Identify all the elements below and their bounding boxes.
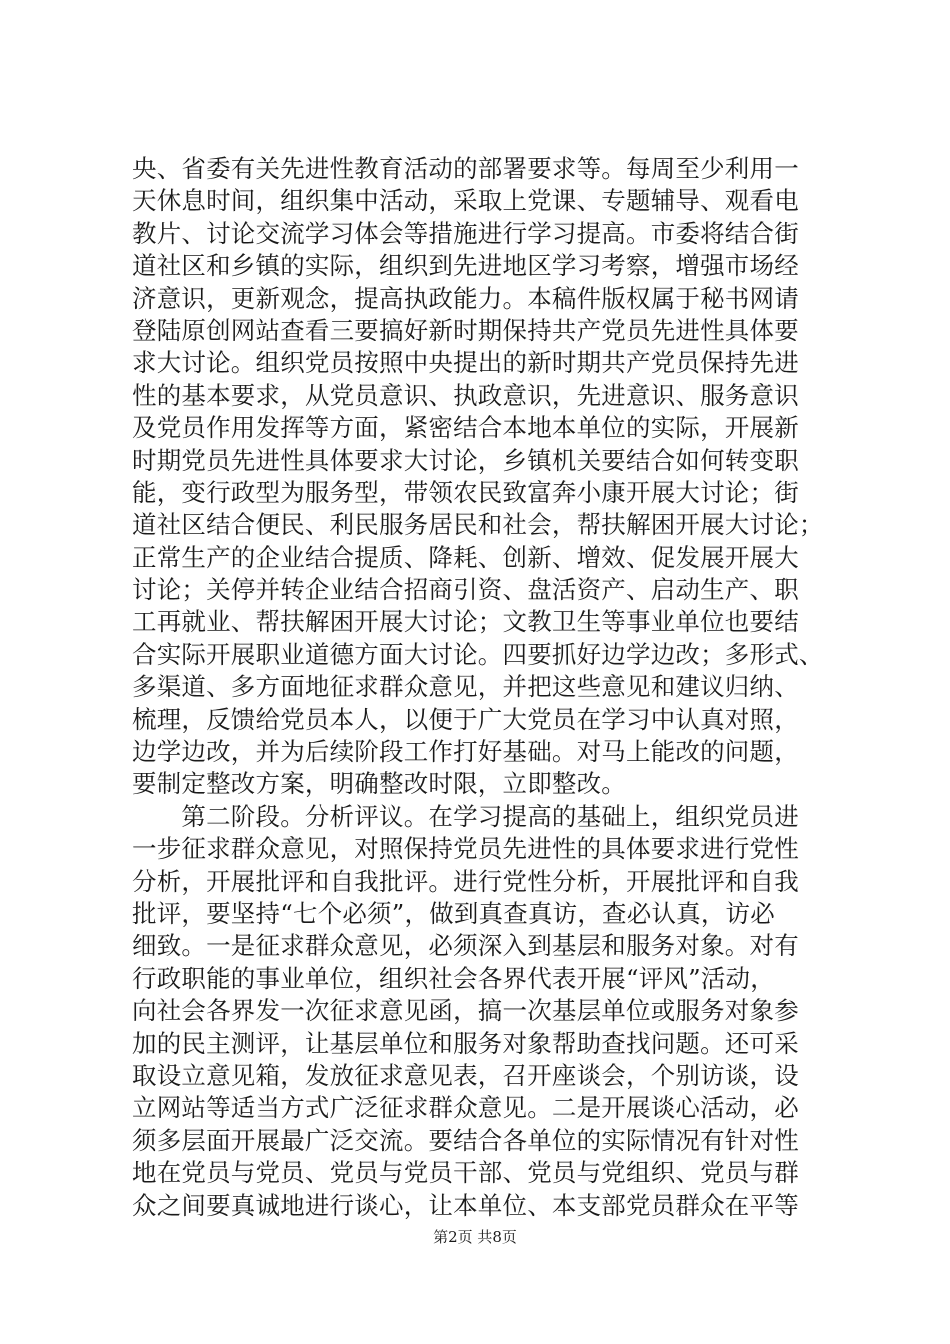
text-line: 工再就业、帮扶解困开展大讨论；文教卫生等事业单位也要结 [132,607,799,637]
text-line: 登陆原创网站查看三要搞好新时期保持共产党员先进性具体要 [132,315,799,345]
text-line: 时期党员先进性具体要求大讨论，乡镇机关要结合如何转变职 [132,445,799,475]
text-line: 行政职能的事业单位，组织社会各界代表开展“评风”活动， [132,963,775,993]
text-line: 讨论；关停并转企业结合招商引资、盘活资产、启动生产、职 [132,575,799,605]
text-line: 加的民主测评，让基层单位和服务对象帮助查找问题。还可采 [132,1028,799,1058]
text-line: 分析，开展批评和自我批评。进行党性分析，开展批评和自我 [132,866,799,896]
text-line: 向社会各界发一次征求意见函，搞一次基层单位或服务对象参 [132,996,799,1026]
text-line: 众之间要真诚地进行谈心，让本单位、本支部党员群众在平等 [132,1190,799,1220]
text-line: 多渠道、多方面地征求群众意见，并把这些意见和建议归纳、 [132,672,799,702]
text-line: 道社区结合便民、利民服务居民和社会，帮扶解困开展大讨论； [132,510,824,540]
text-line: 取设立意见箱，发放征求意见表，召开座谈会，个别访谈，设 [132,1060,799,1090]
body-text [132,153,832,1222]
text-line: 教片、讨论交流学习体会等措施进行学习提高。市委将结合街 [132,218,799,248]
text-line: 央、省委有关先进性教育活动的部署要求等。每周至少利用一 [132,154,799,183]
text-line: 要制定整改方案，明确整改时限，立即整改。 [132,769,626,799]
text-line: 第二阶段。分析评议。在学习提高的基础上，组织党员进 [132,801,799,831]
text-line: 天休息时间，组织集中活动，采取上党课、专题辅导、观看电 [132,186,799,216]
text-line: 边学边改，并为后续阶段工作打好基础。对马上能改的问题， [132,737,799,767]
text-line: 地在党员与党员、党员与党员干部、党员与党组织、党员与群 [132,1158,799,1188]
text-line: 正常生产的企业结合提质、降耗、创新、增效、促发展开展大 [132,542,799,572]
text-line: 批评，要坚持“七个必须”，做到真查真访，查必认真，访必 [132,898,775,928]
text-line: 须多层面开展最广泛交流。要结合各单位的实际情况有针对性 [132,1125,799,1155]
text-line: 合实际开展职业道德方面大讨论。四要抓好边学边改；多形式、 [132,639,824,669]
page-footer: 第2页 共8页 [433,1228,517,1246]
text-line: 道社区和乡镇的实际，组织到先进地区学习考察，增强市场经 [132,251,799,281]
text-line: 求大讨论。组织党员按照中央提出的新时期共产党员保持先进 [132,348,799,378]
text-line: 济意识，更新观念，提高执政能力。本稿件版权属于秘书网请 [132,283,799,313]
text-line: 一步征求群众意见，对照保持党员先进性的具体要求进行党性 [132,834,799,864]
text-line: 能，变行政型为服务型，带领农民致富奔小康开展大讨论；街 [132,477,799,507]
text-line: 立网站等适当方式广泛征求群众意见。二是开展谈心活动，必 [132,1093,799,1123]
text-line: 性的基本要求，从党员意识、执政意识，先进意识、服务意识 [132,380,799,410]
text-line: 细致。一是征求群众意见，必须深入到基层和服务对象。对有 [132,931,799,961]
text-line: 及党员作用发挥等方面，紧密结合本地本单位的实际，开展新 [132,413,799,443]
text-line: 梳理，反馈给党员本人，以便于广大党员在学习中认真对照， [132,704,799,734]
